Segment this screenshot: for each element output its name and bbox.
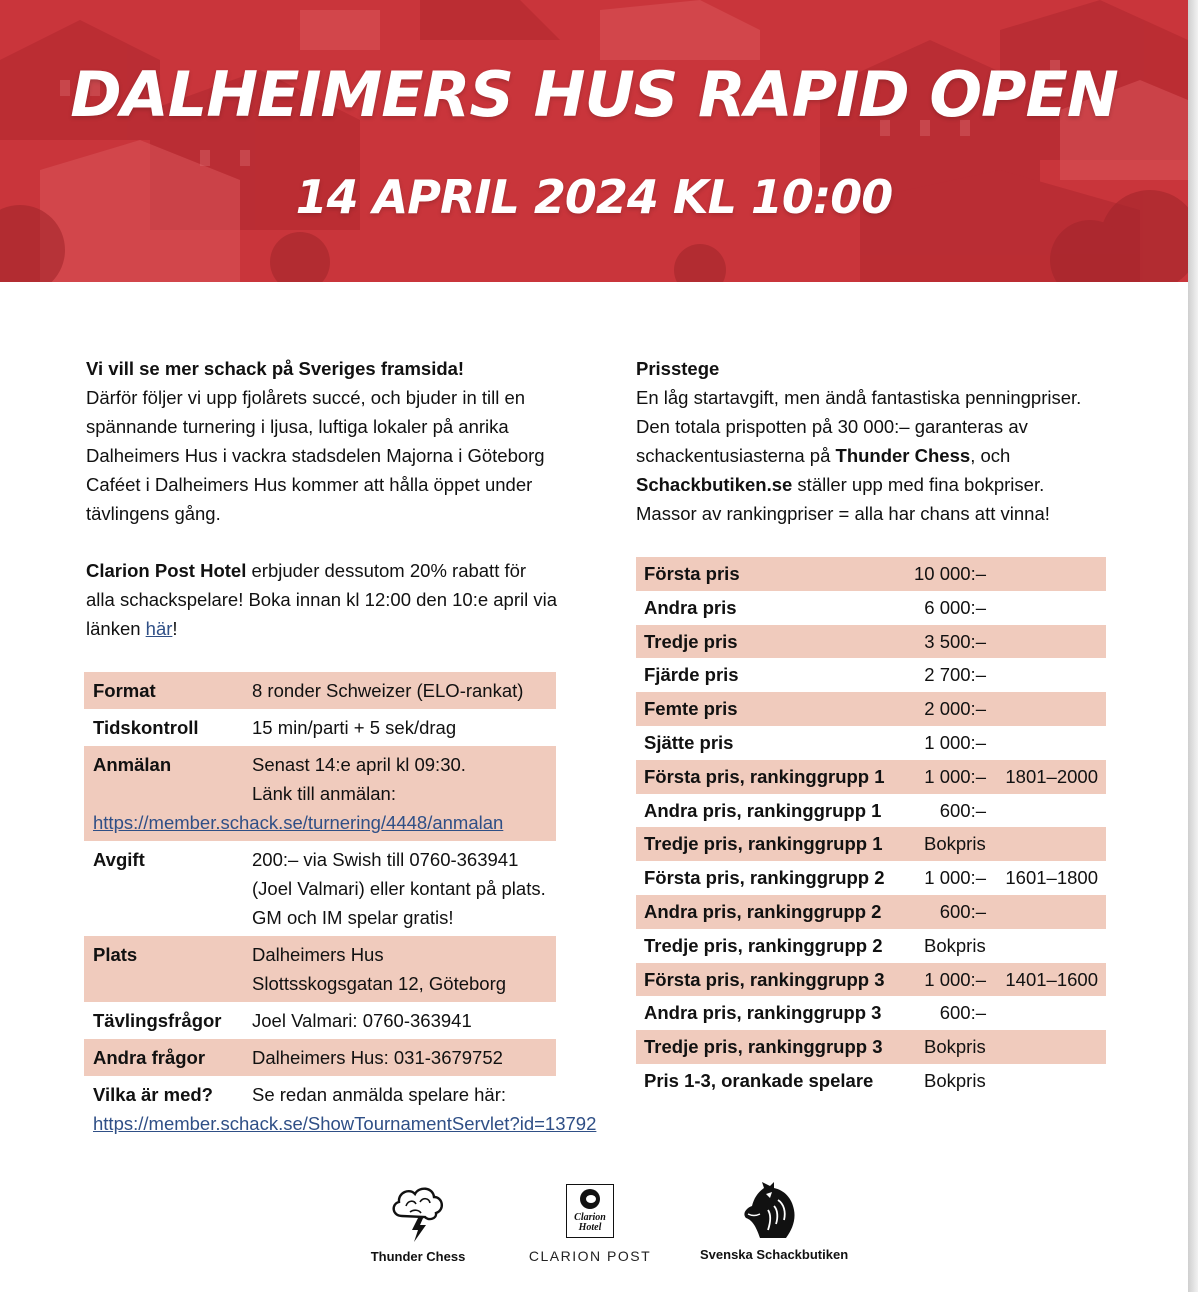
info-row (84, 1002, 556, 1039)
info-value: 8 ronder Schweizer (ELO-rankat) (252, 680, 524, 701)
intro-line: Dalheimers Hus i vackra stadsdelen Majorna i Göteborg (86, 445, 545, 466)
info-label: Anmälan (93, 754, 172, 775)
intro-section (86, 354, 566, 528)
prize-name: Andra pris (644, 596, 737, 618)
info-value: Senast 14:e april kl 09:30. (252, 754, 466, 775)
intro-line: tävlingens gång. (86, 503, 221, 524)
info-row (84, 672, 556, 709)
header-banner (0, 0, 1188, 282)
prize-amount: 6 000:– (924, 596, 986, 618)
prize-row (636, 1030, 1106, 1064)
intro-line: spännande turnering i ljusa, luftiga lokaler på anrika (86, 416, 509, 437)
prize-intro-text: , och (970, 445, 1011, 466)
info-value: Slottsskogsgatan 12, Göteborg (252, 973, 507, 994)
prize-name: Första pris, rankinggrupp 3 (644, 968, 885, 990)
prize-intro (636, 354, 1106, 528)
sponsor-clarion-post (520, 1184, 660, 1264)
info-label: Format (93, 680, 156, 701)
knight-horse-icon (738, 1180, 802, 1242)
hotel-booking-link[interactable]: här (145, 618, 173, 639)
info-value: 200:– via Swish till 0760-363941 (252, 849, 519, 870)
prize-row (636, 1064, 1106, 1098)
prize-amount: Bokpris (924, 934, 986, 956)
sponsor-thunder-chess (368, 1182, 468, 1264)
prize-row (636, 861, 1106, 895)
prize-amount: 1 000:– (924, 731, 986, 753)
clarion-c-icon-cut (586, 1195, 596, 1203)
prize-amount: 3 500:– (924, 630, 986, 652)
info-label: Tidskontroll (93, 717, 199, 738)
city-rooftops-illustration (0, 0, 1188, 282)
info-table (84, 672, 597, 1142)
thunder-cloud-icon (388, 1182, 448, 1244)
prize-amount: 1 000:– (924, 867, 986, 889)
info-label: Tävlingsfrågor (93, 1010, 222, 1031)
prize-row (636, 760, 1106, 794)
prize-name: Första pris (644, 563, 740, 584)
prize-amount: 600:– (939, 1002, 986, 1024)
prize-intro-line: Massor av rankingpriser = alla har chans att vinna! (636, 503, 1050, 524)
clarion-logo-text: Hotel (578, 1222, 602, 1233)
prize-rating-range: 1801–2000 (1005, 765, 1098, 787)
prize-amount: 2 000:– (924, 698, 986, 720)
prize-amount: 600:– (939, 799, 986, 821)
prize-amount: 600:– (939, 900, 986, 922)
prize-name: Femte pris (644, 698, 738, 720)
prize-name: Andra pris, rankinggrupp 3 (644, 1002, 882, 1024)
intro-line: Caféet i Dalheimers Hus kommer att hålla öppet under (86, 474, 533, 495)
thunder-chess-name: Thunder Chess (835, 445, 971, 466)
prize-row (636, 692, 1106, 726)
prize-heading: Prisstege (636, 358, 720, 379)
prize-name: Sjätte pris (644, 731, 734, 753)
prize-amount: 2 700:– (924, 664, 986, 686)
hotel-offer-text: länken (86, 618, 146, 639)
prize-name: Fjärde pris (644, 664, 739, 686)
prize-row (636, 591, 1106, 625)
hotel-offer-text: erbjuder dessutom 20% rabatt för (246, 560, 527, 581)
info-row (84, 1076, 597, 1142)
info-value: Dalheimers Hus (252, 944, 384, 965)
hotel-offer-text: alla schackspelare! Boka innan kl 12:00 den 10:e april via (86, 589, 558, 610)
prize-amount: 1 000:– (924, 765, 986, 787)
prize-amount: Bokpris (924, 1069, 986, 1091)
event-date: 14 APRIL 2024 KL 10:00 (295, 170, 893, 224)
prize-name: Pris 1-3, orankade spelare (644, 1069, 874, 1091)
prize-row (636, 963, 1106, 997)
schackbutiken-name: Schackbutiken.se (636, 474, 793, 495)
prize-name: Tredje pris, rankinggrupp 3 (644, 1036, 883, 1058)
prize-row (636, 895, 1106, 929)
info-value: (Joel Valmari) eller kontant på plats. (252, 878, 546, 899)
event-title: DALHEIMERS HUS RAPID OPEN (70, 58, 1118, 131)
info-value: Se redan anmälda spelare här: (252, 1084, 507, 1105)
prize-rating-range: 1401–1600 (1005, 968, 1098, 990)
info-value: Länk till anmälan: (252, 783, 396, 804)
prize-name: Tredje pris, rankinggrupp 1 (644, 833, 883, 855)
prize-name: Tredje pris, rankinggrupp 2 (644, 934, 883, 956)
sponsor-schackbutiken (700, 1180, 849, 1262)
info-link[interactable]: https://member.schack.se/ShowTournamentServlet?id=13792 (93, 1113, 597, 1134)
prize-name: Andra pris, rankinggrupp 1 (644, 799, 882, 821)
info-row (84, 746, 556, 841)
prize-row (636, 726, 1106, 760)
hotel-offer-text: ! (172, 618, 178, 639)
sponsor-label: Svenska Schackbutiken (700, 1247, 849, 1262)
info-row (84, 1039, 556, 1076)
prize-row (636, 658, 1106, 692)
info-link[interactable]: https://member.schack.se/turnering/4448/anmalan (93, 812, 504, 833)
prize-intro-text: ställer upp med fina bokpriser. (792, 474, 1045, 495)
hotel-name: Clarion Post Hotel (86, 560, 247, 581)
info-row (84, 936, 556, 1002)
info-value: GM och IM spelar gratis! (252, 907, 454, 928)
sponsor-label: Thunder Chess (370, 1249, 466, 1264)
prize-amount: 10 000:– (913, 563, 986, 584)
prize-row (636, 827, 1106, 861)
clarion-hotel-logo (566, 1184, 614, 1238)
prize-name: Andra pris, rankinggrupp 2 (644, 900, 882, 922)
intro-line: Därför följer vi upp fjolårets succé, och bjuder in till en (86, 387, 526, 408)
info-row (84, 841, 556, 936)
info-label: Avgift (93, 849, 145, 870)
info-value: Dalheimers Hus: 031-3679752 (252, 1047, 503, 1068)
info-value: 15 min/parti + 5 sek/drag (252, 717, 457, 738)
prize-intro-line: Den totala prispotten på 30 000:– garanteras av (636, 416, 1028, 437)
prize-amount: Bokpris (924, 1036, 986, 1058)
info-label: Andra frågor (93, 1047, 206, 1068)
prize-row (636, 557, 1106, 591)
clarion-logo-text: Clarion (574, 1212, 606, 1223)
page-edge-shadow (1188, 0, 1198, 1292)
prize-amount: Bokpris (924, 833, 986, 855)
prize-rating-range: 1601–1800 (1005, 867, 1098, 889)
prize-row (636, 625, 1106, 659)
info-value: Joel Valmari: 0760-363941 (252, 1010, 472, 1031)
prize-intro-text: schackentusiasterna på (636, 445, 836, 466)
prize-row (636, 996, 1106, 1030)
hotel-offer (86, 556, 566, 643)
prize-intro-line: En låg startavgift, men ändå fantastiska penningpriser. (636, 387, 1082, 408)
info-row (84, 709, 556, 746)
info-label: Vilka är med? (93, 1084, 213, 1105)
intro-heading: Vi vill se mer schack på Sveriges framsida! (86, 358, 465, 379)
sponsor-label: CLARION POST (528, 1248, 652, 1264)
prize-table (636, 557, 1106, 1098)
info-label: Plats (93, 944, 138, 965)
prize-name: Första pris, rankinggrupp 2 (644, 867, 885, 889)
prize-amount: 1 000:– (924, 968, 986, 990)
prize-row (636, 929, 1106, 963)
prize-name: Tredje pris (644, 630, 738, 652)
prize-name: Första pris, rankinggrupp 1 (644, 765, 885, 787)
prize-row (636, 794, 1106, 828)
